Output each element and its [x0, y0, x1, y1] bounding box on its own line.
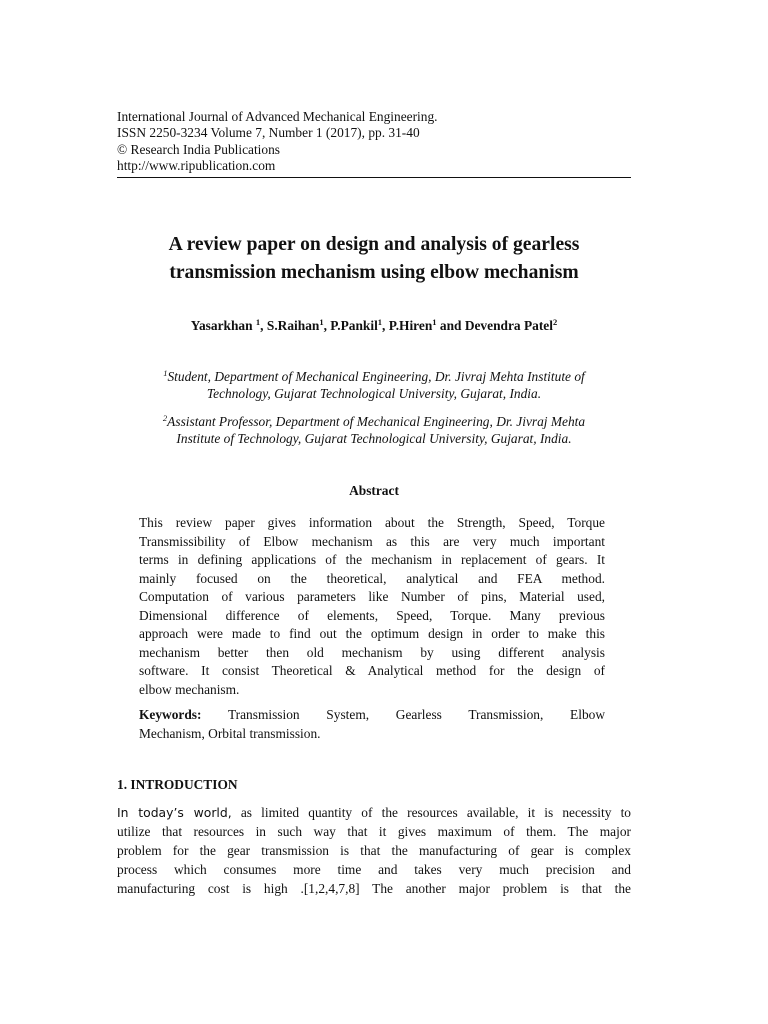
author-affiliation-mark: 1 [432, 317, 437, 327]
introduction-line: process which consumes more time and takes very much precision and [117, 862, 631, 877]
affiliation-1-line-2: Technology, Gujarat Technological University, Gujarat, India. [206, 386, 542, 401]
journal-url[interactable]: http://www.ripublication.com [117, 158, 276, 174]
author-name: and Devendra Patel [436, 318, 553, 333]
journal-issn: ISSN 2250-3234 Volume 7, Number 1 (2017), pp. 31-40 [117, 125, 420, 141]
author-name: , P.Hiren [382, 318, 433, 333]
introduction-text: as limited quantity of the resources available, it is necessity to [231, 805, 631, 820]
author-affiliation-mark: 2 [552, 317, 558, 327]
affiliation-text: Assistant Professor, Department of Mechanical Engineering, Dr. Jivraj Mehta [167, 414, 586, 429]
header-divider [117, 177, 631, 178]
author-name: , S.Raihan [260, 318, 320, 333]
author-affiliation-mark: 1 [319, 317, 324, 327]
introduction-line [117, 803, 631, 822]
affiliation-2-line-2: Institute of Technology, Gujarat Technological University, Gujarat, India. [176, 431, 572, 446]
abstract-line: mainly focused on the theoretical, analytical and FEA method. [139, 570, 605, 586]
abstract-line: mechanism better then old mechanism by using different analysis [139, 644, 605, 660]
journal-name: International Journal of Advanced Mechanical Engineering. [117, 109, 438, 124]
abstract-heading: Abstract [349, 483, 399, 498]
abstract-line: elbow mechanism. [139, 681, 240, 697]
introduction-line: manufacturing cost is high .[1,2,4,7,8] The another major problem is that the [117, 881, 631, 896]
title-line-2: transmission mechanism using elbow mechanism [169, 261, 579, 283]
abstract-line: Dimensional difference of elements, Speed, Torque. Many previous [139, 607, 605, 623]
paper-title [100, 231, 648, 286]
affiliation-1-line-1 [100, 368, 648, 385]
title-line-1: A review paper on design and analysis of gearless [168, 234, 580, 255]
keywords-line-1 [139, 706, 605, 725]
affiliation-2-line-1 [100, 413, 648, 430]
affiliation-text: Student, Department of Mechanical Engineering, Dr. Jivraj Mehta Institute of [167, 369, 585, 384]
keywords-line-2: Mechanism, Orbital transmission. [139, 725, 321, 741]
journal-header [117, 109, 631, 175]
keywords-text: Transmission System, Gearless Transmission, Elbow [227, 707, 606, 722]
author-name: , P.Pankil [323, 318, 378, 333]
affiliation-mark: 1 [163, 368, 168, 378]
introduction-heading: 1. INTRODUCTION [117, 777, 238, 792]
keywords-label: Keywords: [139, 707, 202, 722]
journal-publisher: © Research India Publications [117, 141, 281, 157]
affiliation-2 [100, 413, 648, 447]
author-affiliation-mark: 1 [255, 317, 261, 327]
abstract-line: approach were made to find out the optimum design in order to make this [139, 626, 605, 641]
abstract-line: terms in defining applications of the mechanism in replacement of gears. It [139, 552, 605, 567]
abstract-line: software. It consist Theoretical & Analytical method for the design of [139, 663, 605, 678]
affiliation-1 [100, 368, 648, 402]
introduction-lead-phrase: In today’s world, [117, 805, 232, 820]
abstract-body [139, 514, 605, 699]
abstract-line: Transmissibility of Elbow mechanism as this are very much important [139, 533, 605, 549]
introduction-line: problem for the gear transmission is that the manufacturing of gear is complex [117, 843, 631, 858]
affiliation-mark: 2 [162, 413, 168, 423]
abstract-line: This review paper gives information about the Strength, Speed, Torque [139, 515, 605, 530]
introduction-line: utilize that resources in such way that it gives maximum of them. The major [117, 824, 631, 839]
keywords-block [139, 706, 605, 743]
author-name: Yasarkhan [190, 318, 256, 333]
introduction-body [117, 803, 631, 898]
author-list [100, 318, 648, 334]
author-affiliation-mark: 1 [377, 317, 383, 327]
abstract-line: Computation of various parameters like Number of pins, Material used, [139, 589, 605, 604]
